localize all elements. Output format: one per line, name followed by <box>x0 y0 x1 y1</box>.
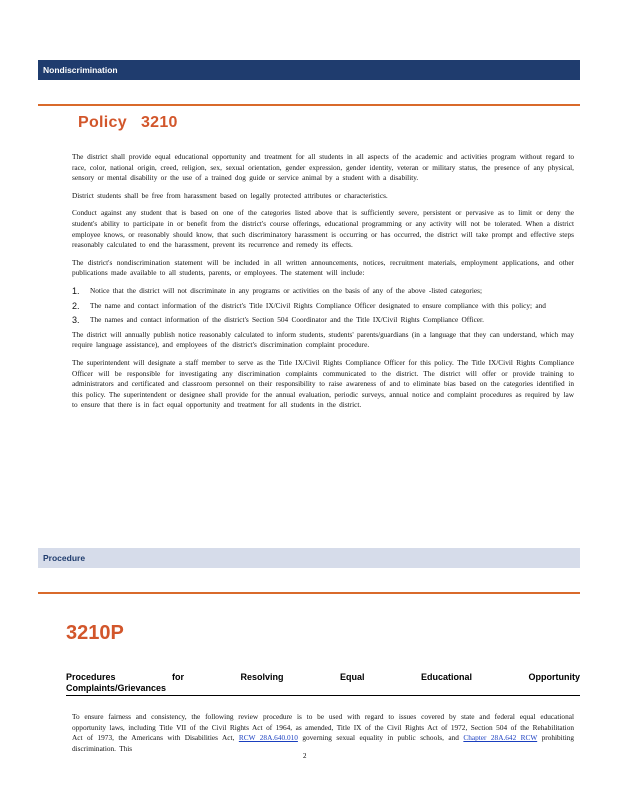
list-text: The names and contact information of the district's Section 504 Coordinator and the Title IX/Civil Rights Compliance Officer. <box>90 315 484 325</box>
policy-paragraph: The district's nondiscrimination statement will be included in all written announcements, notices, recruitment materials, employment applications, and other publications made available to all students, parents, or employees. The statement will include: <box>72 257 574 278</box>
list-text: Notice that the district will not discriminate in any programs or activities on the basis of any of the above -listed categories; <box>90 285 482 295</box>
intro-text: To ensure fairness and consistency, the following review procedure is to be used with regard to issues covered by state and federal equal educational opportunity laws, including Title VII of the Civil Rights Act of 1964, as amended, Title IX of the Civil Rights Act of 1972, Section 504 of the Rehabilitation Act of 1973, the Americans with Disabilities Act, <box>72 712 574 743</box>
procedure-banner <box>38 548 580 568</box>
procedure-heading-line1 <box>66 672 580 683</box>
heading-word: Educational <box>421 672 473 682</box>
policy-paragraph: The district will annually publish notice reasonably calculated to inform students, students' parents/guardians (in a language that they can understand, which may require language assistance), and employees of the district's discrimination complaint procedure. <box>72 329 574 350</box>
section-header-banner <box>38 60 580 80</box>
policy-label: Policy <box>78 114 127 131</box>
policy-body <box>72 152 574 418</box>
list-number: 2. <box>72 300 80 311</box>
procedure-heading <box>66 672 580 696</box>
divider-rule <box>38 104 580 106</box>
policy-title <box>78 114 192 132</box>
heading-word: Equal <box>340 672 365 682</box>
heading-word: for <box>172 672 185 682</box>
rcw-link[interactable]: RCW 28A.640.010 <box>238 733 298 743</box>
list-item <box>72 315 574 326</box>
procedure-banner-label: Procedure <box>43 553 86 563</box>
intro-text: prohibiting discrimination. This <box>72 733 575 753</box>
policy-paragraph: The district shall provide equal educational opportunity and treatment for all students in all aspects of the academic and activities program without regard to race, color, national origin, creed, religion, sex, sexual orientation, gender expression, gender identity, veteran or military status, the presence of any physical, sensory or mental disability or the use of a trained dog guide or service animal by a student with a disability. <box>72 152 574 183</box>
list-item <box>72 286 574 297</box>
page-number: 2 <box>303 752 307 760</box>
procedure-code: 3210P <box>66 622 124 644</box>
section-label: Nondiscrimination <box>43 65 118 75</box>
list-item <box>72 301 574 312</box>
intro-text: governing sexual equality in public schools, and <box>302 733 459 743</box>
policy-paragraph: The superintendent will designate a staff member to serve as the Title IX/Civil Rights Compliance Officer for this policy. The Title IX/Civil Rights Compliance Officer will be responsible for investigating any discrimination complaints communicated to the district. The district will offer or provide training to administrators and certificated and classroom personnel on their responsibility to raise awareness of and to eliminate bias based on the categories identified in this policy. The superintendent or designee shall provide for the annual evaluation, periodic surveys, annual notice and complaint procedures as required by law to ensure that there is in fact equal opportunity and treatment for all students in the district. <box>72 357 574 410</box>
list-number: 3. <box>72 315 80 326</box>
policy-number: 3210 <box>140 114 178 131</box>
policy-paragraph: Conduct against any student that is based on one of the categories listed above that is sufficiently severe, persistent or pervasive as to limit or deny the student's ability to participate in or benefit from the district's course offerings, educational programming or any activity will not be tolerated. When a district employee knows, or reasonably should know, that such discriminatory harassment is occurring or has occurred, the district will take prompt and effective steps reasonably calculated to end the harassment, prevent its recurrence and remedy its effects. <box>72 208 574 250</box>
list-text: The name and contact information of the district's Title IX/Civil Rights Compliance Officer designated to ensure compliance with this policy; and <box>90 300 546 310</box>
heading-word: Procedures <box>66 672 116 682</box>
procedure-intro <box>72 712 574 754</box>
policy-paragraph: District students shall be free from harassment based on legally protected attributes or characteristics. <box>72 190 388 200</box>
list-number: 1. <box>72 285 80 296</box>
procedure-heading-line2: Complaints/Grievances <box>66 683 580 696</box>
heading-word: Opportunity <box>528 672 580 682</box>
divider-rule <box>38 592 580 594</box>
heading-word: Resolving <box>240 672 284 682</box>
chapter-link[interactable]: Chapter 28A.642 RCW <box>463 733 538 743</box>
